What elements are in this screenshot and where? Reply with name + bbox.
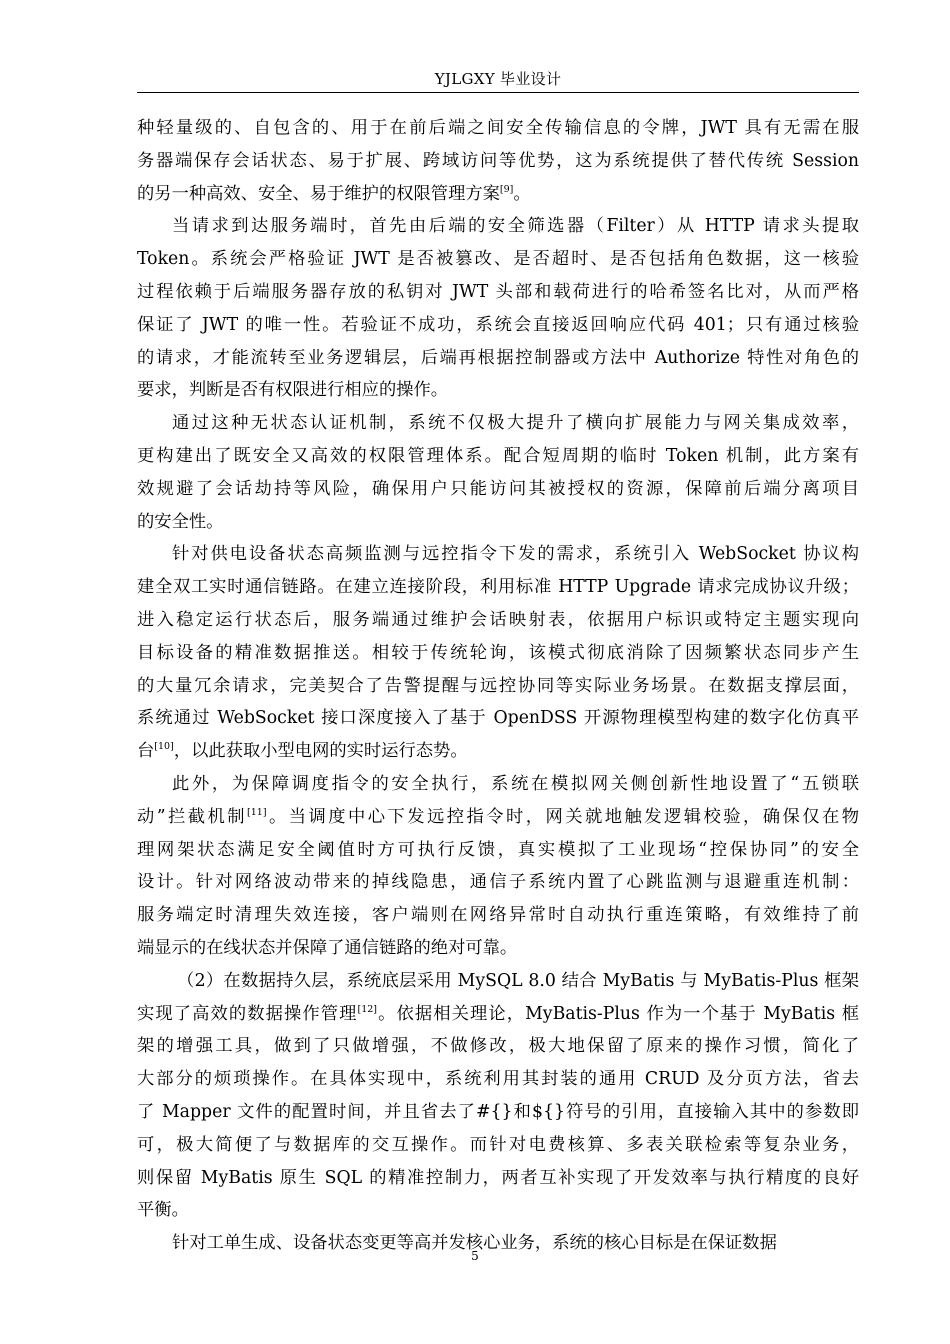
citation-ref: [9] — [499, 183, 514, 195]
body-line: 针对工单生成、设备状态变更等高并发核心业务，系统的核心目标是在保证数据 — [172, 1233, 777, 1254]
body-line: （2）在数据持久层，系统底层采用 MySQL 8.0 结合 MyBatis 与 MyBatis-Plus 框架 — [177, 970, 859, 991]
citation-ref: [12] — [357, 1003, 378, 1015]
line-text: 实现了高效的数据操作管理 — [137, 1003, 358, 1024]
body-line: 平衡。 — [137, 1200, 189, 1221]
body-line: 种轻量级的、自包含的、用于在前后端之间安全传输信息的令牌，JWT 具有无需在服 — [137, 118, 859, 138]
body-line: Token。系统会严格验证 JWT 是否被篡改、是否超时、是否包括角色数据，这一核验 — [137, 249, 859, 270]
body-line: 当请求到达服务端时，首先由后端的安全筛选器（Filter）从 HTTP 请求头提取 — [172, 216, 859, 237]
line-text: 。 — [513, 183, 531, 204]
line-text: 台 — [137, 741, 155, 762]
body-line: 理网架状态满足安全阈值时方可执行反馈，真实模拟了工业现场“控保协同”的安全 — [137, 839, 859, 860]
body-line: 务器端保存会话状态、易于扩展、跨域访问等优势，这为系统提供了替代传统 Session — [137, 150, 859, 171]
body-line: 可，极大简便了与数据库的交互操作。而针对电费核算、多表关联检索等复杂业务， — [137, 1134, 859, 1155]
page-header: YJLGXY 毕业设计 — [434, 70, 562, 88]
body-line: 目标设备的精准数据推送。相较于传统轮询，该模式彻底消除了因频繁状态同步产生 — [137, 642, 859, 663]
body-line: 更构建出了既安全又高效的权限管理体系。配合短周期的临时 Token 机制，此方案有 — [137, 445, 859, 466]
line-text: 。依据相关理论，MyBatis-Plus 作为一个基于 MyBatis 框 — [377, 1003, 859, 1024]
body-line: 大部分的烦琐操作。在具体实现中，系统利用其封装的通用 CRUD 及分页方法，省去 — [137, 1069, 859, 1090]
body-line: 要求，判断是否有权限进行相应的操作。 — [137, 380, 449, 401]
body-line: 针对供电设备状态高频监测与远控指令下发的需求，系统引入 WebSocket 协议构 — [172, 544, 859, 565]
body-text — [137, 112, 859, 1260]
body-line: 的大量冗余请求，完美契合了告警提醒与远控协同等实际业务场景。在数据支撑层面， — [137, 675, 859, 696]
body-line: 架的增强工具，做到了只做增强，不做修改，极大地保留了原来的操作习惯，简化了 — [137, 1036, 859, 1057]
line-text: 的另一种高效、安全、易于维护的权限管理方案 — [137, 183, 500, 204]
citation-ref: [10] — [154, 741, 174, 753]
body-line: 的请求，才能流转至业务逻辑层，后端再根据控制器或方法中 Authorize 特性对角色的 — [137, 347, 859, 368]
body-line: 通过这种无状态认证机制，系统不仅极大提升了横向扩展能力与网关集成效率， — [172, 413, 859, 434]
body-line — [137, 178, 859, 211]
body-line: 系统通过 WebSocket 接口深度接入了基于 OpenDSS 开源物理模型构建的数字化仿真平 — [137, 708, 859, 729]
body-line: 的安全性。 — [137, 511, 224, 532]
body-line: 过程依赖于后端服务器存放的私钥对 JWT 头部和载荷进行的哈希签名比对，从而严格 — [137, 281, 859, 302]
line-text: 动”拦截机制 — [137, 806, 248, 827]
page-number: 5 — [471, 1249, 479, 1263]
body-line: 进入稳定运行状态后，服务端通过维护会话映射表，依据用户标识或特定主题实现向 — [137, 609, 859, 630]
body-line: 设计。针对网络波动带来的掉线隐患，通信子系统内置了心跳监测与退避重连机制： — [137, 872, 859, 893]
body-line: 保证了 JWT 的唯一性。若验证不成功，系统会直接返回响应代码 401；只有通过核验 — [137, 314, 859, 335]
citation-ref: [11] — [247, 806, 267, 818]
line-text: ，以此获取小型电网的实时运行态势。 — [173, 741, 468, 762]
body-line: 此外，为保障调度指令的安全执行，系统在模拟网关侧创新性地设置了“五锁联 — [172, 773, 859, 794]
body-line: 服务端定时清理失效连接，客户端则在网络异常时自动执行重连策略，有效维持了前 — [137, 905, 859, 926]
body-line — [137, 998, 859, 1031]
header-divider — [137, 92, 859, 93]
body-line — [137, 801, 859, 834]
body-line: 了 Mapper 文件的配置时间，并且省去了#{}和${}符号的引用，直接输入其中的参数即 — [137, 1101, 859, 1122]
body-line: 则保留 MyBatis 原生 SQL 的精准控制力，两者互补实现了开发效率与执行精度的良好 — [137, 1167, 859, 1188]
body-line: 建全双工实时通信链路。在建立连接阶段，利用标准 HTTP Upgrade 请求完成协议升级； — [137, 577, 859, 598]
body-line: 端显示的在线状态并保障了通信链路的绝对可靠。 — [137, 937, 518, 958]
body-line — [137, 735, 859, 768]
line-text: 。当调度中心下发远控指令时，网关就地触发逻辑校验，确保仅在物 — [266, 806, 859, 827]
body-line: 效规避了会话劫持等风险，确保用户只能访问其被授权的资源，保障前后端分离项目 — [137, 478, 859, 499]
